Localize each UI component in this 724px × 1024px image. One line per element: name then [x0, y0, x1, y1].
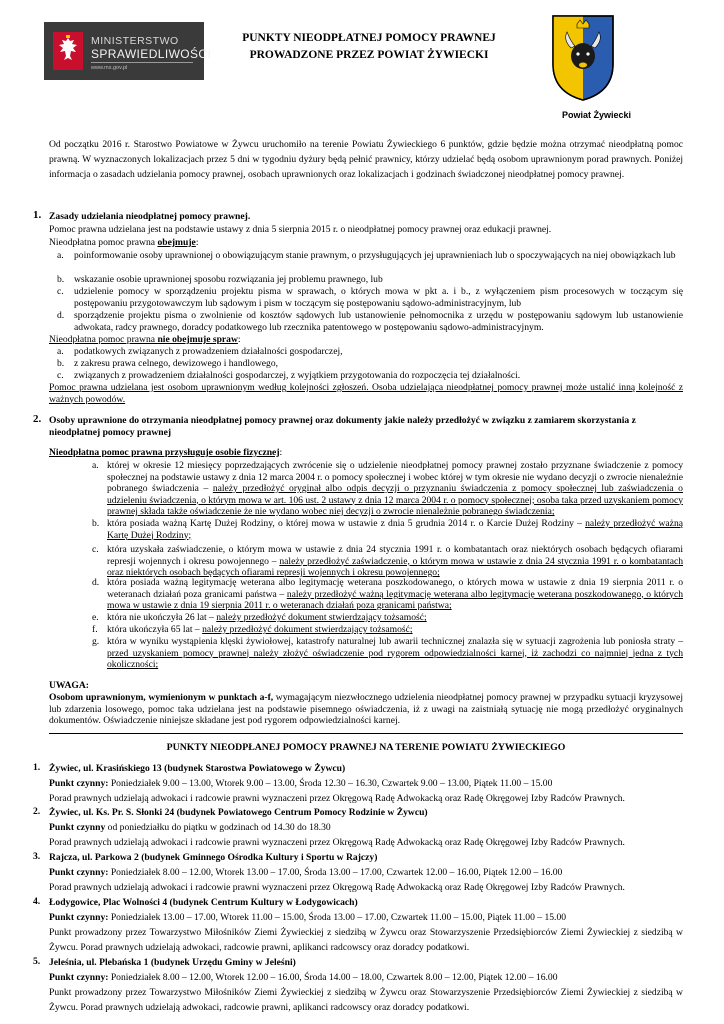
note-text: Osobom uprawnionym, wymienionym w punktach a-f, wymagającym niezwłocznego udzielenia nieodpłatnej pomocy prawnej w przypadku sytuacji kryzysowej lub zdarzenia losowego, pomoc taka udzielana jest na podstawie pisemnego oświadczenia, iż z uwagi na zaistniałą sytuację nie mogą przedłożyć oryginalnych dokumentów. Oświadczenie niniejsze składane jest pod rygorem odpowiedzialności karnej. [49, 692, 683, 726]
location-hours: Punkt czynny: Poniedziałek 8.00 – 12.00, Wtorek 12.00 – 16.00, Środa 14.00 – 18.00, Czwartek 8.00 – 12.00, Piątek 12.00 – 16.00 [49, 971, 558, 983]
page-title [214, 30, 524, 63]
location-info: Porad prawnych udzielają adwokaci i radcowie prawni wyznaczeni przez Okręgową Radę Adwokacką oraz Radę Okręgowej Izby Radców Prawnych. [49, 792, 625, 804]
title-line1: PUNKTY NIEODPŁATNEJ POMOCY PRAWNEJ [242, 32, 496, 44]
locations-title: PUNKTY NIEODPŁANEJ POMOCY PRAWNEJ NA TERENIE POWIATU ŻYWIECKIEGO [166, 742, 566, 753]
ministry-url: www.ms.gov.pl [91, 65, 128, 71]
location-info: Punkt prowadzony przez Towarzystwo Miłośników Ziemi Żywieckiej z siedzibą w Żywcu oraz Stowarzyszenie Przedsiębiorców Ziemi Żywieckiej z siedzibą w Żywcu. Porad prawnych udzielają adwokaci, radcowie prawni, aplikanci radcowscy oraz doradcy podatkowi. [49, 986, 683, 1013]
intro-paragraph: Od początku 2016 r. Starostwo Powiatowe w Żywcu uruchomiło na terenie Powiatu Żywieckiego 6 punktów, gdzie będzie można otrzymać nieodpłatną pomoc prawną. W wyznaczonych lokalizacjach przez 5 dni w tygodniu dyżury będą pełnić prawnicy, którzy udzielać będą osobom uprawnionym porad prawnych. Poniżej informacja o zasadach udzielania pomocy prawnej, osobach uprawnionych oraz lokalizacjach i godzinach świadczonej nieodpłatnej pomocy prawnej. [49, 139, 683, 180]
note-label: UWAGA: [49, 680, 89, 691]
ministry-divider [91, 62, 193, 63]
ministry-name-line1: MINISTERSTWO [91, 35, 179, 47]
section2-number: 2. [33, 413, 42, 425]
polish-eagle-icon [53, 32, 83, 70]
location-info: Porad prawnych udzielają adwokaci i radcowie prawni wyznaczeni przez Okręgową Radę Adwokacką oraz Radę Okręgowej Izby Radców Prawnych. [49, 881, 625, 893]
location-hours: Punkt czynny: Poniedziałek 9.00 – 13.00, Wtorek 9.00 – 13.00, Środa 12.30 – 16.30, Czwartek 9.00 – 13.00, Piątek 11.00 – 15.00 [49, 777, 553, 789]
section1-basis: Pomoc prawna udzielana jest na podstawie ustawy z dnia 5 sierpnia 2015 r. o nieodpłatnej pomocy prawnej oraz edukacji prawnej. [49, 224, 552, 235]
section1-order-note: Pomoc prawna udzielana jest osobom uprawnionym według kolejności zgłoszeń. Osoba udzielająca nieodpłatnej pomocy prawnej może ustalić inną kolejność z ważnych powodów. [49, 382, 683, 405]
document-page: MINISTERSTWO SPRAWIEDLIWOŚCI www.ms.gov.pl PUNKTY NIEODPŁATNEJ POMOCY PRAWNEJ PROWADZONE PRZEZ POWIAT ŻYWIECKI Powiat Żywiecki Od początku 2016 r. Starostwo Powiatowe w Żywcu uruchomiło na terenie Powiatu Żywieckiego 6 punktów, gdzie będzie można otrzymać nieodpłatną pomoc prawną. W wyznaczonych lokalizacjach przez 5 dni w tygodniu dyżury będą pełnić prawnicy, którzy udzielać będą osobom uprawnionym porad prawnych. Poniżej informacja o zasadach udzielania pomocy prawnej, osobach uprawnionych oraz lokalizacjach i godzinach świadczonej nieodpłatnej pomocy prawnej. 1. Zasady udzielania nieodpłatnej pomocy prawnej. Pomoc prawna udzielana jest na podstawie ustawy z dnia 5 sierpnia 2015 r. o nieodpłatnej pomocy prawnej oraz edukacji prawnej. Nieodpłatna pomoc prawna obejmuje: a. poinformowanie osoby uprawnionej o obowiązującym stanie prawnym, o przysługujących jej uprawnieniach lub o spoczywających na niej obowiązkach lub b. wskazanie osobie uprawnionej sposobu rozwiązania jej problemu prawnego, lub c. udzielenie pomocy w sporządzeniu projektu pisma w sprawach, o których mowa w pkt a. i b., z wyłączeniem pism procesowych w toczącym się postępowaniu przygotowawczym lub sądowym i pism w toczącym się postępowaniu sądowo-administracyjnym, lub d. sporządzenie projektu pisma o zwolnienie od kosztów sądowych lub ustanowienie pełnomocnika z urzędu w postępowaniu sądowym lub ustanowienie adwokata, radcy prawnego, doradcy podatkowego lub rzecznika patentowego w postępowaniu sądowo-administracyjnym. Nieodpłatna pomoc prawna nie obejmuje spraw: a. podatkowych związanych z prowadzeniem działalności gospodarczej, b. z zakresu prawa celnego, dewizowego i handlowego, c. związanych z prowadzeniem działalności gospodarczej, z wyjątkiem przygotowania do rozpoczęcia tej działalności. Pomoc prawna udzielana jest osobom uprawnionym według kolejności zgłoszeń. Osoba udzielająca nieodpłatnej pomocy prawnej może ustalić inną kolejność z ważnych powodów. 2. Osoby uprawnione do otrzymania nieodpłatnej pomocy prawnej oraz dokumenty jakie należy przedłożyć w związku z zamiarem skorzystania z nieodpłatnej pomocy prawnej Nieodpłatna pomoc prawna przysługuje osobie fizycznej: a. której w okresie 12 miesięcy poprzedzających zwrócenie się o udzielenie nieodpłatnej pomocy prawnej zostało przyznane świadczenie z pomocy społecznej na podstawie ustawy z dnia 12 marca 2004 r. o pomocy społecznej i wobec której w tym okresie nie wydano decyzji o zwrocie nienależnie pobranego świadczenia – należy przedłożyć oryginał albo odpis decyzji o przyznaniu świadczenia z pomocy społecznej lub zaświadczenia o udzieleniu świadczenia, o którym mowa w art. 106 ust. 2 ustawy z dnia 12 marca 2004 r. o pomocy społecznej; osoba taka przed uzyskaniem pomocy prawnej składa także oświadczenie że nie wydano wobec niej decyzji o zwrocie nienależnie pobranego świadczenia; b. która posiada ważną Kartę Dużej Rodziny, o której mowa w ustawie z dnia 5 grudnia 2014 r. o Karcie Dużej Rodziny – należy przedłożyć ważną Kartę Dużej Rodziny; c. która uzyskała zaświadczenie, o którym mowa w ustawie z dnia 24 stycznia 1991 r. o kombatantach oraz niektórych osobach będących ofiarami represji wojennych i okresu powojennego – należy przedłożyć zaświadczenie, o którym mowa w ustawie z dnia 24 stycznia 1991 r. o kombatantach oraz niektórych osobach będących ofiarami represji wojennych i okresu powojennego; d. która posiada ważną legitymację weterana albo legitymację weterana poszkodowanego, o których mowa w ustawie z dnia 19 sierpnia 2011 r. o weteranach działań poza granicami państwa – należy przedłożyć ważną legitymację weterana albo legitymację weterana poszkodowanego, o których mowa w ustawie z dnia 19 sierpnia 2011 r. o weteranach działań poza granicami państwa; e. która nie ukończyła 26 lat – należy przedłożyć dokument stwierdzający tożsamość; f. która ukończyła 65 lat – należy przedłożyć dokument stwierdzający tożsamość; g. która w wyniku wystąpienia klęski żywiołowej, katastrofy naturalnej lub awarii technicznej znalazła się w sytuacji zagrożenia lub poniosła straty – przed uzyskaniem pomocy prawnej należy złożyć oświadczenie pod rygorem odpowiedzialności karnej, iż zachodzi co najmniej jedna z tych okoliczności; UWAGA: Osobom uprawnionym, wymienionym w punktach a-f, wymagającym niezwłocznego udzielenia nieodpłatnej pomocy prawnej w przypadku sytuacji kryzysowej lub zdarzenia losowego, pomoc taka udzielana jest na podstawie pisemnego oświadczenia, iż z uwagi na zaistniałą sytuację nie mogą przedłożyć oryginalnych dokumentów. Oświadczenie niniejsze składane jest pod rygorem odpowiedzialności karnej. PUNKTY NIEODPŁANEJ POMOCY PRAWNEJ NA TERENIE POWIATU ŻYWIECKIEGO 1. Żywiec, ul. Krasińskiego 13 (budynek Starostwa Powiatowego w Żywcu) Punkt czynny: Poniedziałek 9.00 – 13.00, Wtorek 9.00 – 13.00, Środa 12.30 – 16.30, Czwartek 9.00 – 13.00, Piątek 11.00 – 15.00 Porad prawnych udzielają adwokaci i radcowie prawni wyznaczeni przez Okręgową Radę Adwokacką oraz Radę Okręgowej Izby Radców Prawnych. 2. Żywiec, ul. Ks. Pr. S. Słonki 24 (budynek Powiatowego Centrum Pomocy Rodzinie w Żywcu) Punkt czynny od poniedziałku do piątku w godzinach od 14.30 do 18.30 Porad prawnych udzielają adwokaci i radcowie prawni wyznaczeni przez Okręgową Radę Adwokacką oraz Radę Okręgowej Izby Radców Prawnych. 3. Rajcza, ul. Parkowa 2 (budynek Gminnego Ośrodka Kultury i Sportu w Rajczy) Punkt czynny: Poniedziałek 8.00 – 12.00, Wtorek 13.00 – 17.00, Środa 13.00 – 17.00, Czwartek 12.00 – 16.00, Piątek 12.00 – 16.00 Porad prawnych udzielają adwokaci i radcowie prawni wyznaczeni przez Okręgową Radę Adwokacką oraz Radę Okręgowej Izby Radców Prawnych. 4. Łodygowice, Plac Wolności 4 (budynek Centrum Kultury w Łodygowicach) Punkt czynny: Poniedziałek 13.00 – 17.00, Wtorek 11.00 – 15.00, Środa 13.00 – 17.00, Czwartek 11.00 – 15.00, Piątek 11.00 – 15.00 Punkt prowadzony przez Towarzystwo Miłośników Ziemi Żywieckiej z siedzibą w Żywcu oraz Stowarzyszenie Przedsiębiorców Ziemi Żywieckiej z siedzibą w Żywcu. Porad prawnych udzielają adwokaci, radcowie prawni, aplikanci radcowscy oraz doradcy podatkowi. 5. Jeleśnia, ul. Plebańska 1 (budynek Urzędu Gminy w Jeleśni) Punkt czynny: Poniedziałek 8.00 – 12.00, Wtorek 12.00 – 16.00, Środa 14.00 – 18.00, Czwartek 8.00 – 12.00, Piątek 12.00 – 16.00 Punkt prowadzony przez Towarzystwo Miłośników Ziemi Żywieckiej z siedzibą w Żywcu oraz Stowarzyszenie Przedsiębiorców Ziemi Żywieckiej z siedzibą w Żywcu. Porad prawnych udzielają adwokaci, radcowie prawni, aplikanci radcowscy oraz doradcy podatkowi. [0, 0, 724, 1024]
section1-excludes-heading: Nieodpłatna pomoc prawna nie obejmuje spraw: [49, 334, 241, 345]
coat-of-arms-icon [551, 14, 615, 102]
location-name: Rajcza, ul. Parkowa 2 (budynek Gminnego Ośrodka Kultury i Sportu w Rajczy) [49, 852, 378, 863]
header [0, 0, 724, 125]
section2-title: Osoby uprawnione do otrzymania nieodpłatnej pomocy prawnej oraz dokumenty jakie należy przedłożyć w związku z zamiarem skorzystania z nieodpłatnej pomocy prawnej [49, 415, 636, 438]
location-name: Łodygowice, Plac Wolności 4 (budynek Centrum Kultury w Łodygowicach) [49, 897, 358, 908]
location-name: Żywiec, ul. Ks. Pr. S. Słonki 24 (budynek Powiatowego Centrum Pomocy Rodzinie w Żywcu) [49, 807, 428, 818]
location-name: Jeleśnia, ul. Plebańska 1 (budynek Urzędu Gminy w Jeleśni) [49, 957, 296, 968]
location-name: Żywiec, ul. Krasińskiego 13 (budynek Starostwa Powiatowego w Żywcu) [49, 763, 346, 774]
section-divider [49, 733, 683, 734]
location-hours: Punkt czynny od poniedziałku do piątku w godzinach od 14.30 do 18.30 [49, 821, 331, 833]
location-info: Porad prawnych udzielają adwokaci i radcowie prawni wyznaczeni przez Okręgową Radę Adwokacką oraz Radę Okręgowej Izby Radców Prawnych. [49, 836, 625, 848]
location-info: Punkt prowadzony przez Towarzystwo Miłośników Ziemi Żywieckiej z siedzibą w Żywcu oraz Stowarzyszenie Przedsiębiorców Ziemi Żywieckiej z siedzibą w Żywcu. Porad prawnych udzielają adwokaci, radcowie prawni, aplikanci radcowscy oraz doradcy podatkowi. [49, 926, 683, 953]
coat-of-arms-label: Powiat Żywiecki [562, 110, 632, 120]
ministry-name-line2: SPRAWIEDLIWOŚCI [91, 47, 212, 61]
location-hours: Punkt czynny: Poniedziałek 8.00 – 12.00, Wtorek 13.00 – 17.00, Środa 13.00 – 17.00, Czwartek 12.00 – 16.00, Piątek 12.00 – 16.00 [49, 866, 563, 878]
section1-includes-heading: Nieodpłatna pomoc prawna obejmuje: [49, 237, 199, 248]
section1-number: 1. [33, 209, 42, 221]
title-line2: PROWADZONE PRZEZ POWIAT ŻYWIECKI [249, 48, 489, 61]
location-hours: Punkt czynny: Poniedziałek 13.00 – 17.00, Wtorek 11.00 – 15.00, Środa 13.00 – 17.00, Czwartek 11.00 – 15.00, Piątek 11.00 – 15.00 [49, 911, 567, 923]
ministry-logo [44, 22, 212, 80]
section1-title: Zasady udzielania nieodpłatnej pomocy prawnej. [49, 211, 251, 222]
section2-eligible-heading: Nieodpłatna pomoc prawna przysługuje osobie fizycznej: [49, 447, 283, 458]
